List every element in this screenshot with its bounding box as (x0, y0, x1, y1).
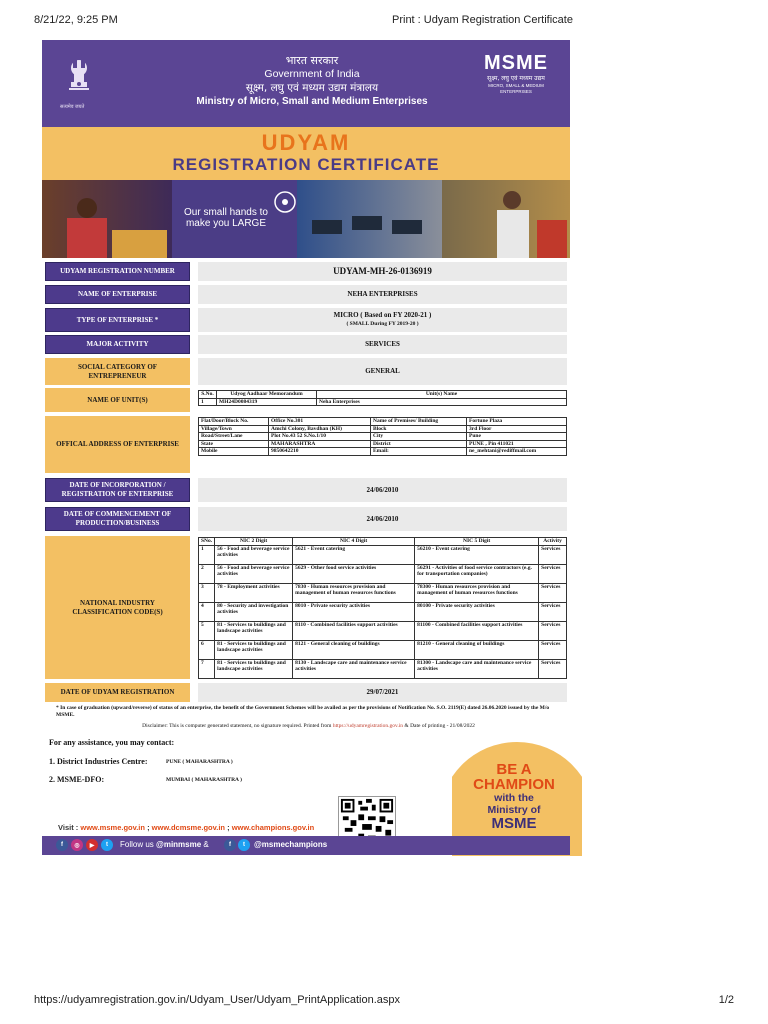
ministry-name: Ministry of Micro, Small and Medium Enterprises (196, 96, 428, 107)
label-udyam-date: DATE OF UDYAM REGISTRATION (45, 683, 190, 702)
nic-cell: 7830 - Human resources provision and management of human resources functions (293, 583, 415, 602)
address-table-container (198, 416, 567, 473)
address-cell: Village/Town (199, 425, 269, 433)
table-row (199, 398, 567, 406)
address-cell: District (371, 440, 467, 448)
table-row (199, 602, 567, 621)
address-cell: Email: (371, 448, 467, 456)
table-row (199, 583, 567, 602)
nic-table (198, 537, 567, 679)
row-date-commencement (45, 507, 567, 531)
print-header (34, 14, 734, 30)
twitter-icon[interactable]: t (238, 839, 250, 851)
address-cell: Mobile (199, 448, 269, 456)
social-follow-bar (42, 836, 570, 855)
label-date-incorporation: DATE OF INCORPORATION / REGISTRATION OF ENTERPRISE (45, 478, 190, 502)
address-cell: State (199, 440, 269, 448)
nic-cell: 1 (199, 545, 215, 564)
certificate-notes (56, 705, 561, 730)
champion-line4: Ministry of (487, 804, 541, 816)
government-of-india: Government of India (264, 68, 360, 80)
assistance-heading: For any assistance, you may contact: (49, 738, 175, 747)
champion-line1: BE A (496, 761, 532, 778)
enterprise-type-main: MICRO ( Based on FY 2020-21 ) (333, 311, 432, 319)
champion-line2: CHAMPION (473, 776, 555, 793)
udyam-date-value: 29/07/2021 (198, 683, 567, 702)
social-category-value: GENERAL (198, 358, 567, 385)
instagram-icon[interactable]: ◎ (71, 839, 83, 851)
label-date-commencement: DATE OF COMMENCEMENT OF PRODUCTION/BUSINESS (45, 507, 190, 531)
dfo-label: 2. MSME-DFO: (49, 775, 105, 784)
visit-separator: ; (144, 823, 152, 832)
row-udyam-date (45, 683, 567, 702)
nic-cell: Services (539, 640, 567, 659)
row-date-incorporation (45, 478, 567, 502)
address-cell: PUNE , Pin 411021 (467, 440, 567, 448)
visit-label: Visit : (58, 823, 81, 832)
address-cell: Flat/Door/Block No. (199, 418, 269, 426)
nic-cell: 56 - Food and beverage service activities (215, 564, 293, 583)
label-nic-codes: NATIONAL INDUSTRY CLASSIFICATION CODE(S) (45, 536, 190, 679)
date-incorporation-value: 24/06/2010 (198, 478, 567, 502)
nic-cell: 81210 - General cleaning of buildings (415, 640, 539, 659)
champion-line3: with the (494, 792, 534, 804)
label-registration-number: UDYAM REGISTRATION NUMBER (45, 262, 190, 281)
address-cell: MAHARASHTRA (269, 440, 371, 448)
address-cell: Amchi Colony, Bavdhan (KH) (269, 425, 371, 433)
row-enterprise-type (45, 308, 567, 332)
nic-header-row (199, 538, 567, 546)
link-dcmsme[interactable]: www.dcmsme.gov.in (151, 823, 226, 832)
champion-text-block (450, 762, 578, 832)
slogan-text: Our small hands to make you LARGE (184, 207, 268, 229)
row-official-address (45, 416, 567, 473)
link-msme[interactable]: www.msme.gov.in (80, 823, 145, 832)
visit-separator: ; (225, 823, 232, 832)
nic-cell: 56 - Food and beverage service activities (215, 545, 293, 564)
nic-header: SNo. (199, 538, 215, 546)
print-datetime: 8/21/22, 9:25 PM (34, 14, 118, 26)
table-row (199, 425, 567, 433)
label-major-activity: MAJOR ACTIVITY (45, 335, 190, 354)
nic-cell: Services (539, 659, 567, 678)
nic-cell: 81100 - Combined facilities support activities (415, 621, 539, 640)
address-cell: 9850642210 (269, 448, 371, 456)
udyam-certificate (42, 40, 570, 856)
address-cell: Road/Street/Lane (199, 433, 269, 441)
table-row (199, 545, 567, 564)
nic-cell: 56291 - Activities of food service contractors (e.g. for transportation companies) (415, 564, 539, 583)
link-champions[interactable]: www.champions.gov.in (231, 823, 315, 832)
nic-cell: 8130 - Landscape care and maintenance service activities (293, 659, 415, 678)
major-activity-value: SERVICES (198, 335, 567, 354)
certificate-title-band (42, 127, 570, 180)
disclaimer-link[interactable]: https://udyamregistration.gov.in (332, 723, 404, 729)
disclaimer-print-date: & Date of printing - 21/08/2022 (404, 723, 475, 729)
nic-cell: 8110 - Combined facilities support activities (293, 621, 415, 640)
nic-header: Activity (539, 538, 567, 546)
address-cell: Plot No.43 52 S.No.1/10 (269, 433, 371, 441)
units-table-container (198, 388, 567, 412)
nic-cell: 81 - Services to buildings and landscape activities (215, 621, 293, 640)
follow-handle-1[interactable]: @minmsme (156, 840, 202, 849)
units-header-sno: S.No. (199, 391, 217, 399)
follow-text (120, 840, 209, 849)
photo-collage-image (42, 180, 570, 258)
print-url: https://udyamregistration.gov.in/Udyam_User/Udyam_PrintApplication.aspx (34, 994, 401, 1006)
champion-line5: MSME (491, 815, 537, 832)
units-header-name: Unit(s) Name (317, 391, 567, 399)
nic-cell: Services (539, 564, 567, 583)
government-banner (42, 40, 570, 127)
units-cell: Neha Enterprises (317, 398, 567, 406)
table-row (199, 433, 567, 441)
emblem-caption: सत्यमेव जयते (60, 104, 85, 110)
nic-header: NIC 4 Digit (293, 538, 415, 546)
follow-amp: & (203, 840, 209, 849)
disclaimer-text: Disclaimer: This is computer generated statement, no signature required. Printed from (142, 723, 332, 729)
table-row (199, 621, 567, 640)
msme-logo-subtitle: MICRO, SMALL & MEDIUM ENTERPRISES (488, 83, 544, 94)
nic-cell: 3 (199, 583, 215, 602)
print-footer (34, 994, 734, 1010)
nic-cell: 5621 - Event catering (293, 545, 415, 564)
address-cell: Pune (467, 433, 567, 441)
nic-cell: 81 - Services to buildings and landscape activities (215, 640, 293, 659)
enterprise-type-sub: ( SMALL During FY 2019-20 ) (346, 321, 419, 327)
nic-cell: 78300 - Human resources provision and management of human resources functions (415, 583, 539, 602)
address-cell: Name of Premises/ Building (371, 418, 467, 426)
national-emblem-icon (64, 52, 94, 102)
print-page-number: 1/2 (718, 994, 734, 1006)
facebook-icon[interactable]: f (224, 839, 236, 851)
nic-cell: 81300 - Landscape care and maintenance service activities (415, 659, 539, 678)
nic-cell: 7 (199, 659, 215, 678)
print-title: Print : Udyam Registration Certificate (392, 14, 573, 26)
nic-cell: 81 - Services to buildings and landscape activities (215, 659, 293, 678)
units-cell: MH24D0084319 (217, 398, 317, 406)
units-table (198, 390, 567, 406)
social-icons (56, 839, 113, 851)
nic-cell: Services (539, 621, 567, 640)
follow-handle-2[interactable]: @msmechampions (254, 840, 328, 849)
dfo-value: MUMBAI ( MAHARASHTRA ) (166, 777, 242, 783)
units-cell: 1 (199, 398, 217, 406)
address-email-link[interactable]: ne_mehtani@rediffmail.com (467, 448, 567, 456)
nic-cell: Services (539, 545, 567, 564)
nic-cell: 80100 - Private security activities (415, 602, 539, 621)
row-units (45, 388, 567, 412)
table-row (199, 659, 567, 678)
table-row (199, 418, 567, 426)
disclaimer (56, 723, 561, 730)
title-registration-certificate: REGISTRATION CERTIFICATE (172, 155, 440, 174)
address-cell: City (371, 433, 467, 441)
nic-cell: 4 (199, 602, 215, 621)
msme-logo-hindi: सूक्ष्म, लघु एवं मध्यम उद्यम (487, 75, 545, 82)
nic-header: NIC 5 Digit (415, 538, 539, 546)
nic-cell: Services (539, 583, 567, 602)
dic-value: PUNE ( MAHARASHTRA ) (166, 759, 233, 765)
row-nic-codes (45, 536, 567, 679)
address-cell: 3rd Floor (467, 425, 567, 433)
label-enterprise-type: TYPE OF ENTERPRISE * (45, 308, 190, 332)
nic-cell: 5629 - Other food service activities (293, 564, 415, 583)
hindi-government: भारत सरकार (285, 54, 339, 67)
address-cell: Block (371, 425, 467, 433)
visit-line (58, 823, 314, 832)
nic-cell: Services (539, 602, 567, 621)
msme-logo (476, 52, 556, 95)
table-row (199, 440, 567, 448)
hindi-ministry: सूक्ष्म, लघु एवं मध्यम उद्यम मंत्रालय (245, 82, 379, 94)
twitter-icon[interactable]: t (101, 839, 113, 851)
youtube-icon[interactable]: ▶ (86, 839, 98, 851)
label-units: NAME OF UNIT(S) (45, 388, 190, 412)
dic-label: 1. District Industries Centre: (49, 757, 148, 766)
row-major-activity (45, 335, 567, 354)
nic-cell: 78 - Employment activities (215, 583, 293, 602)
registration-number-value: UDYAM-MH-26-0136919 (198, 262, 567, 281)
row-registration-number (45, 262, 567, 281)
photo-strip (42, 180, 570, 258)
government-title-block (192, 54, 432, 108)
address-table (198, 417, 567, 456)
nic-cell: 56210 - Event catering (415, 545, 539, 564)
date-commencement-value: 24/06/2010 (198, 507, 567, 531)
table-row (199, 640, 567, 659)
nic-cell: 2 (199, 564, 215, 583)
units-header-uam: Udyog Aadhaar Memorandum (217, 391, 317, 399)
nic-cell: 80 - Security and investigation activities (215, 602, 293, 621)
row-enterprise-name (45, 285, 567, 304)
nic-table-container (198, 536, 567, 679)
nic-cell: 6 (199, 640, 215, 659)
facebook-icon[interactable]: f (56, 839, 68, 851)
enterprise-name-value: NEHA ENTERPRISES (198, 285, 567, 304)
address-cell: Fortune Plaza (467, 418, 567, 426)
label-social-category: SOCIAL CATEGORY OF ENTREPRENEUR (45, 358, 190, 385)
nic-cell: 5 (199, 621, 215, 640)
nic-header: NIC 2 Digit (215, 538, 293, 546)
nic-cell: 8010 - Private security activities (293, 602, 415, 621)
row-social-category (45, 358, 567, 385)
msme-logo-text: MSME (484, 52, 548, 74)
enterprise-type-value (198, 308, 567, 332)
address-cell: Office No.301 (269, 418, 371, 426)
footnote-text: * In case of graduation (upward/reverse) of status of an enterprise, the benefit of the Government Schemes will be availed as per the provisions of Notification No. S.O. 2119(E) dated 26.06.2020 issued by the M/o MSME. (56, 705, 550, 718)
table-row (199, 448, 567, 456)
table-row (199, 564, 567, 583)
label-official-address: OFFICAL ADDRESS OF ENTERPRISE (45, 416, 190, 473)
nic-cell: 8121 - General cleaning of buildings (293, 640, 415, 659)
title-udyam: UDYAM (261, 130, 351, 155)
label-enterprise-name: NAME OF ENTERPRISE (45, 285, 190, 304)
follow-label: Follow us (120, 840, 154, 849)
